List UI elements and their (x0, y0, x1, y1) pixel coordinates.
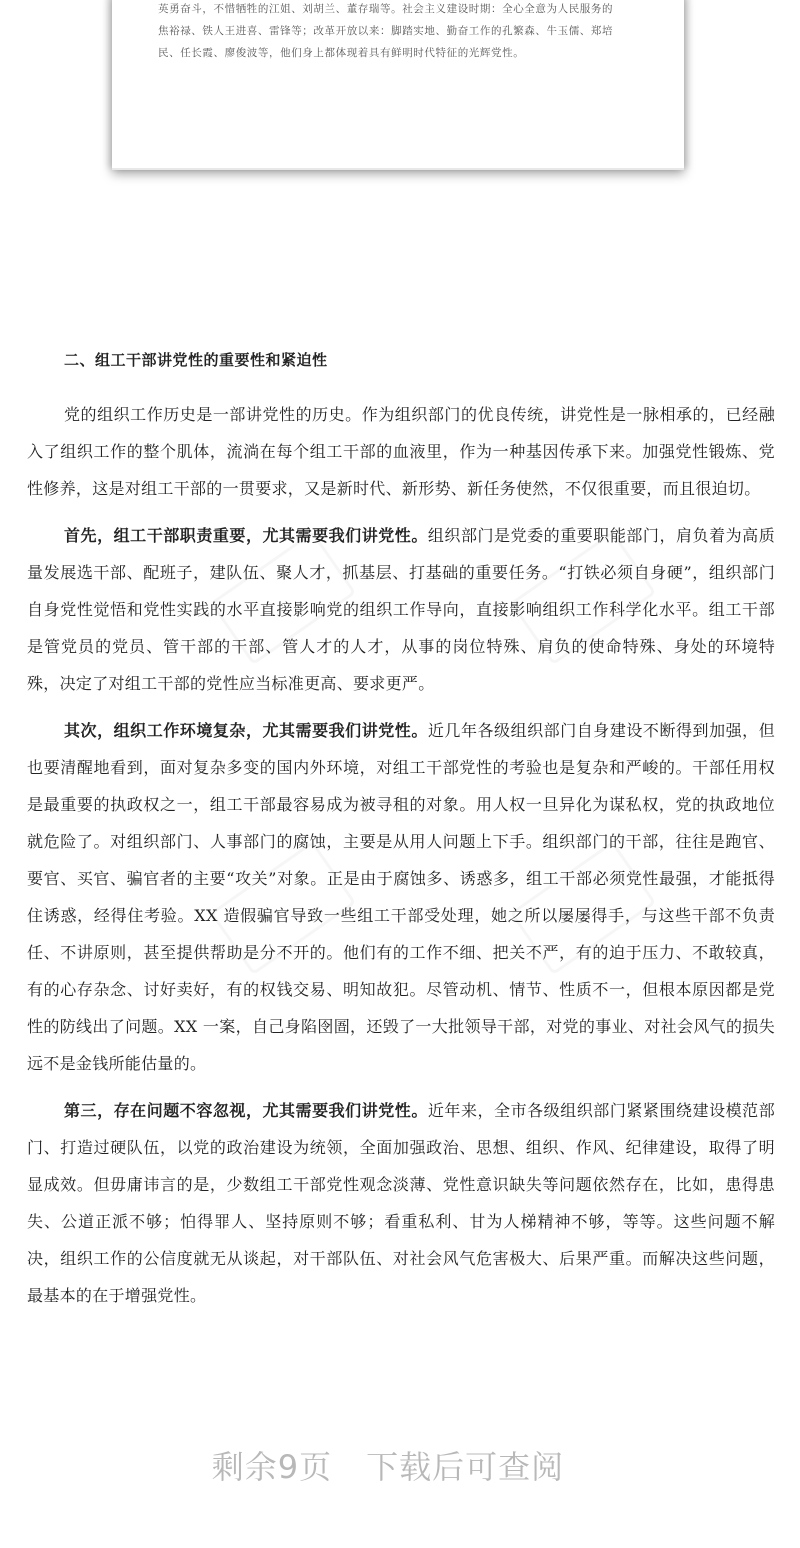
paragraph-lead: 首先，组工干部职责重要，尤其需要我们讲党性。 (64, 526, 428, 545)
preview-page-card (112, 0, 684, 168)
paragraph-text: 近几年各级组织部门自身建设不断得到加强，但也要清醒地看到，面对复杂多变的国内外环境，对组工干部党性的考验也是复杂和严峻的。干部任用权是最重要的执政权之一，组工干部最容易成为被寻租的对象。用人权一旦异化为谋私权，党的执政地位就危险了。对组织部门、人事部门的腐蚀，主要是从用人问题上下手。组织部门的干部，往往是跑官、要官、买官、骗官者的主要“攻关”对象。正是由于腐蚀多、诱惑多，组工干部必须党性最强，才能抵得住诱惑，经得住考验。XX 造假骗官导致一些组工干部受处理，她之所以屡屡得手，与这些干部不负责任、不讲原则，甚至提供帮助是分不开的。他们有的工作不细、把关不严，有的迫于压力、不敢较真，有的心存杂念、讨好卖好，有的权钱交易、明知故犯。尽管动机、情节、性质不一，但根本原因都是党性的防线出了问题。XX 一案，自己身陷囹圄，还毁了一大批领导干部，对党的事业、对社会风气的损失远不是金钱所能估量的。 (27, 721, 775, 1073)
remaining-pages-label[interactable]: 剩余9页 (211, 1448, 333, 1486)
download-to-view-label[interactable]: 下载后可查阅 (366, 1448, 565, 1486)
section-heading: 二、组工干部讲党性的重要性和紧迫性 (64, 351, 328, 369)
preview-line: 焦裕禄、铁人王进喜、雷锋等；改革开放以来：脚踏实地、勤奋工作的孔繁森、牛玉儒、郑培 (158, 25, 614, 37)
preview-line: 英勇奋斗，不惜牺牲的江姐、刘胡兰、董存瑞等。社会主义建设时期：全心全意为人民服务的 (158, 3, 614, 15)
paragraph-text: 近年来，全市各级组织部门紧紧围绕建设模范部门、打造过硬队伍，以党的政治建设为统领，全面加强政治、思想、组织、作风、纪律建设，取得了明显成效。但毋庸讳言的是，少数组工干部党性观念淡薄、党性意识缺失等问题依然存在，比如，患得患失、公道正派不够；怕得罪人、坚持原则不够；看重私利、甘为人梯精神不够，等等。这些问题不解决，组织工作的公信度就无从谈起，对干部队伍、对社会风气危害极大、后果严重。而解决这些问题，最基本的在于增强党性。 (27, 1101, 775, 1305)
document-body (27, 340, 775, 1314)
paragraph (27, 396, 775, 507)
paragraph (27, 712, 775, 1082)
paragraph-text: 组织部门是党委的重要职能部门，肩负着为高质量发展选干部、配班子，建队伍、聚人才，抓基层、打基础的重要任务。“打铁必须自身硬”，组织部门自身党性觉悟和党性实践的水平直接影响党的组织工作导向，直接影响组织工作科学化水平。组工干部是管党员的党员、管干部的干部、管人才的人才，从事的岗位特殊、肩负的使命特殊、身处的环境特殊，决定了对组工干部的党性应当标准更高、要求更严。 (27, 526, 775, 693)
paragraph (27, 517, 775, 702)
paragraph-lead: 第三，存在问题不容忽视，尤其需要我们讲党性。 (64, 1101, 428, 1120)
preview-card-text (158, 0, 644, 64)
paragraph-text: 党的组织工作历史是一部讲党性的历史。作为组织部门的优良传统，讲党性是一脉相承的，已经融入了组织工作的整个肌体，流淌在每个组工干部的血液里，作为一种基因传承下来。加强党性锻炼、党性修养，这是对组工干部的一贯要求，又是新时代、新形势、新任务使然，不仅很重要，而且很迫切。 (27, 405, 775, 498)
preview-line: 民、任长霞、廖俊波等，他们身上都体现着具有鲜明时代特征的光辉党性。 (158, 47, 525, 59)
paragraph (27, 1092, 775, 1314)
paragraph-lead: 其次，组织工作环境复杂，尤其需要我们讲党性。 (64, 721, 428, 740)
download-prompt[interactable] (0, 1442, 776, 1488)
